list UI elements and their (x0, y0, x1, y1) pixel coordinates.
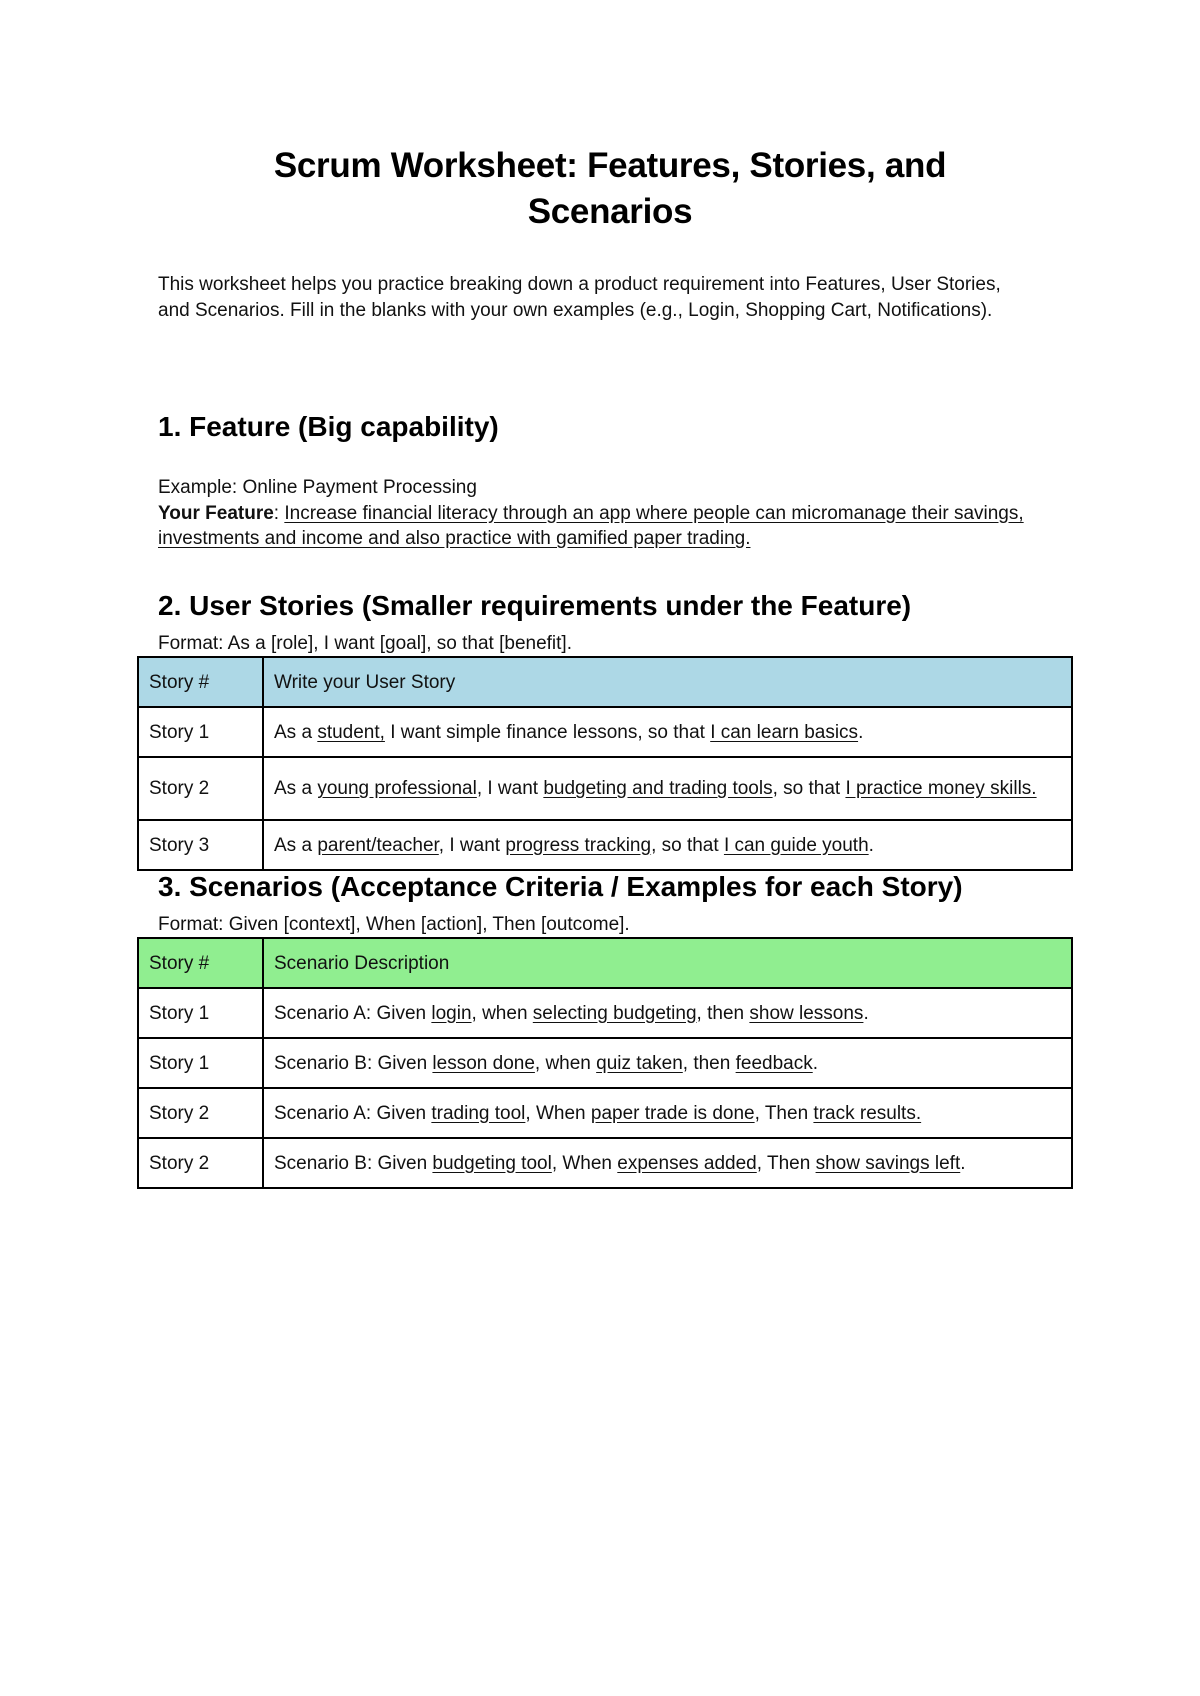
page-title: Scrum Worksheet: Features, Stories, and Scenarios (273, 146, 947, 231)
feature-block (158, 475, 1038, 552)
scenario-given: budgeting tool (432, 1152, 552, 1174)
scenario-text: Scenario A: Given trading tool, When paper trade is done, Then track results. (263, 1088, 1072, 1138)
table-header-row (138, 938, 1072, 988)
scenario-when: paper trade is done (590, 1102, 755, 1124)
story-role: parent/teacher (317, 834, 439, 856)
table-row (138, 707, 1072, 757)
story-number: Story 1 (138, 988, 263, 1038)
table-row (138, 1138, 1072, 1188)
scenario-when: selecting budgeting (532, 1002, 697, 1024)
feature-example: Example: Online Payment Processing (158, 477, 477, 498)
story-number: Story 2 (138, 1138, 263, 1188)
scenario-given: login (431, 1002, 472, 1024)
scenario-given: lesson done (432, 1052, 535, 1074)
table-row (138, 820, 1072, 870)
table-row (138, 757, 1072, 820)
table-row (138, 1088, 1072, 1138)
section3-heading: 3. Scenarios (Acceptance Criteria / Examples for each Story) (158, 871, 963, 902)
story-number: Story 1 (138, 707, 263, 757)
user-story-text: As a student, I want simple finance lessons, so that I can learn basics. (263, 707, 1072, 757)
your-feature-separator: : (273, 502, 285, 524)
your-feature-label: Your Feature (158, 502, 274, 524)
story-benefit: I practice money skills. (845, 778, 1037, 799)
story-goal: budgeting and trading tools (543, 778, 773, 799)
story-number: Story 2 (138, 1088, 263, 1138)
section3-format: Format: Given [context], When [action], Then [outcome]. (158, 914, 630, 935)
story-benefit: I can learn basics (710, 721, 859, 743)
scenario-text: Scenario A: Given login, when selecting budgeting, then show lessons. (263, 988, 1072, 1038)
story-goal: progress tracking (505, 834, 652, 856)
scenario-when: quiz taken (596, 1052, 683, 1074)
user-story-text: As a parent/teacher, I want progress tracking, so that I can guide youth. (263, 820, 1072, 870)
section2-format: Format: As a [role], I want [goal], so that [benefit]. (158, 633, 572, 654)
your-feature-value: Increase financial literacy through an app where people can micromanage their savings, investments and income and also practice with gamified paper trading. (158, 502, 1024, 549)
scenario-given: trading tool (431, 1102, 526, 1124)
story-role: student, (317, 721, 385, 743)
scenario-text: Scenario B: Given budgeting tool, When expenses added, Then show savings left. (263, 1138, 1072, 1188)
intro-paragraph: This worksheet helps you practice breaking down a product requirement into Features, User Stories, and Scenarios. Fill in the blanks with your own examples (e.g., Login, Shopping Cart, Notifications). (158, 274, 1001, 321)
scenario-text: Scenario B: Given lesson done, when quiz taken, then feedback. (263, 1038, 1072, 1088)
story-number: Story 2 (138, 757, 263, 820)
user-story-text: As a young professional, I want budgeting and trading tools, so that I practice money skills. (263, 757, 1072, 820)
your-feature (158, 501, 1038, 552)
story-number: Story 3 (138, 820, 263, 870)
section1-heading: 1. Feature (Big capability) (158, 411, 499, 442)
scenario-then: feedback (735, 1052, 813, 1074)
story-benefit: I can guide youth (723, 834, 869, 856)
user-stories-table (137, 656, 1073, 871)
scenario-then: show lessons (749, 1002, 864, 1024)
header-story-number: Story # (138, 657, 263, 707)
section2-heading: 2. User Stories (Smaller requirements under the Feature) (158, 590, 912, 621)
header-user-story: Write your User Story (263, 657, 1072, 707)
scenario-then: track results. (813, 1102, 922, 1124)
header-scenario-description: Scenario Description (263, 938, 1072, 988)
story-role: young professional (317, 778, 477, 799)
scenario-when: expenses added (617, 1152, 757, 1174)
table-header-row (138, 657, 1072, 707)
header-story-number: Story # (138, 938, 263, 988)
table-row (138, 1038, 1072, 1088)
table-row (138, 988, 1072, 1038)
scenario-then: show savings left (815, 1152, 961, 1174)
scenarios-table (137, 937, 1073, 1189)
story-number: Story 1 (138, 1038, 263, 1088)
